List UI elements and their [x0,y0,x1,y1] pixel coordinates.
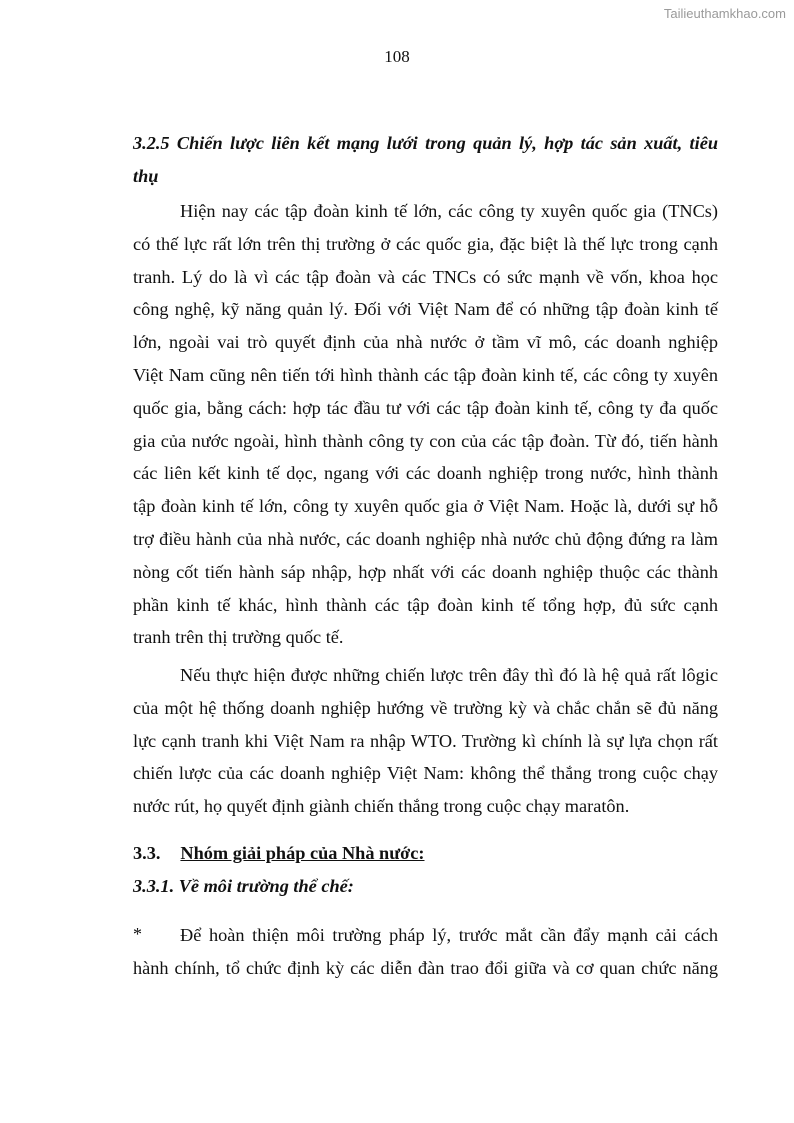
paragraph-line: gia của nước ngoài, hình thành công ty con của các tập đoàn. Từ đó, tiến hành [133,430,718,451]
bullet-line: Để hoàn thiện môi trường pháp lý, trước mắt cần đẩy mạnh cải cách [180,925,718,945]
page-number: 108 [384,47,410,66]
paragraph-line: các liên kết kinh tế dọc, ngang với các doanh nghiệp trong nước, hình thành [133,463,718,484]
paragraph-line: công nghệ, kỹ năng quản lý. Đối với Việt Nam để có những tập đoàn kinh tế [133,299,718,320]
section-heading-3-2-5-cont: thụ [133,166,159,186]
paragraph-line: trợ điều hành của nhà nước, các doanh nghiệp nhà nước chủ động đứng ra làm [133,529,718,549]
bullet-marker: * [133,924,142,944]
section-heading-3-3 [133,842,718,864]
paragraph-line: lớn, ngoài vai trò quyết định của nhà nước ở tầm vĩ mô, các doanh nghiệp [133,332,718,353]
paragraph-line: quốc gia, bằng cách: hợp tác đầu tư với các tập đoàn kinh tế, công ty đa quốc [133,397,718,418]
paragraph-line: phần kinh tế khác, hình thành các tập đoàn kinh tế tổng hợp, đủ sức cạnh [133,594,718,615]
section-title: Nhóm giải pháp của Nhà nước: [180,843,425,863]
section-heading-3-2-5: 3.2.5 Chiến lược liên kết mạng lưới trong quản lý, hợp tác sản xuất, tiêu [133,133,718,153]
bullet-line: hành chính, tổ chức định kỳ các diễn đàn trao đổi giữa và cơ quan chức năng [133,958,718,978]
paragraph-line: Việt Nam cũng nên tiến tới hình thành các tập đoàn kinh tế, các công ty xuyên [133,365,718,385]
section-number: 3.3. [133,843,161,863]
paragraph-line: chiến lược của các doanh nghiệp Việt Nam: không thể thắng trong cuộc chạy [133,763,718,784]
paragraph-line: có thế lực rất lớn trên thị trường ở các quốc gia, đặc biệt là thế lực trong cạnh [133,233,718,254]
paragraph-line: nòng cốt tiến hành sáp nhập, hợp nhất với các doanh nghiệp thuộc các thành [133,561,718,582]
section-heading-3-3-1: 3.3.1. Về môi trường thể chế: [133,876,354,896]
paragraph-line: Hiện nay các tập đoàn kinh tế lớn, các công ty xuyên quốc gia (TNCs) [180,201,718,221]
paragraph-line: tranh. Lý do là vì các tập đoàn và các TNCs có sức mạnh về vốn, khoa học [133,266,718,287]
paragraph-line: nước rút, họ quyết định giành chiến thắng trong cuộc chạy maratôn. [133,796,630,817]
paragraph-line: tranh trên thị trường quốc tế. [133,627,344,648]
paragraph-line: Nếu thực hiện được những chiến lược trên đây thì đó là hệ quả rất lôgic [180,665,718,685]
paragraph-line: lực cạnh tranh khi Việt Nam ra nhập WTO. Trường kì chính là sự lựa chọn rất [133,730,718,751]
paragraph-line: tập đoàn kinh tế lớn, công ty xuyên quốc gia ở Việt Nam. Hoặc là, dưới sự hỗ [133,496,718,517]
paragraph-line: của một hệ thống doanh nghiệp hướng về trường kỳ và chắc chắn sẽ đủ năng [133,697,718,718]
watermark: Tailieuthamkhao.com [663,6,786,21]
